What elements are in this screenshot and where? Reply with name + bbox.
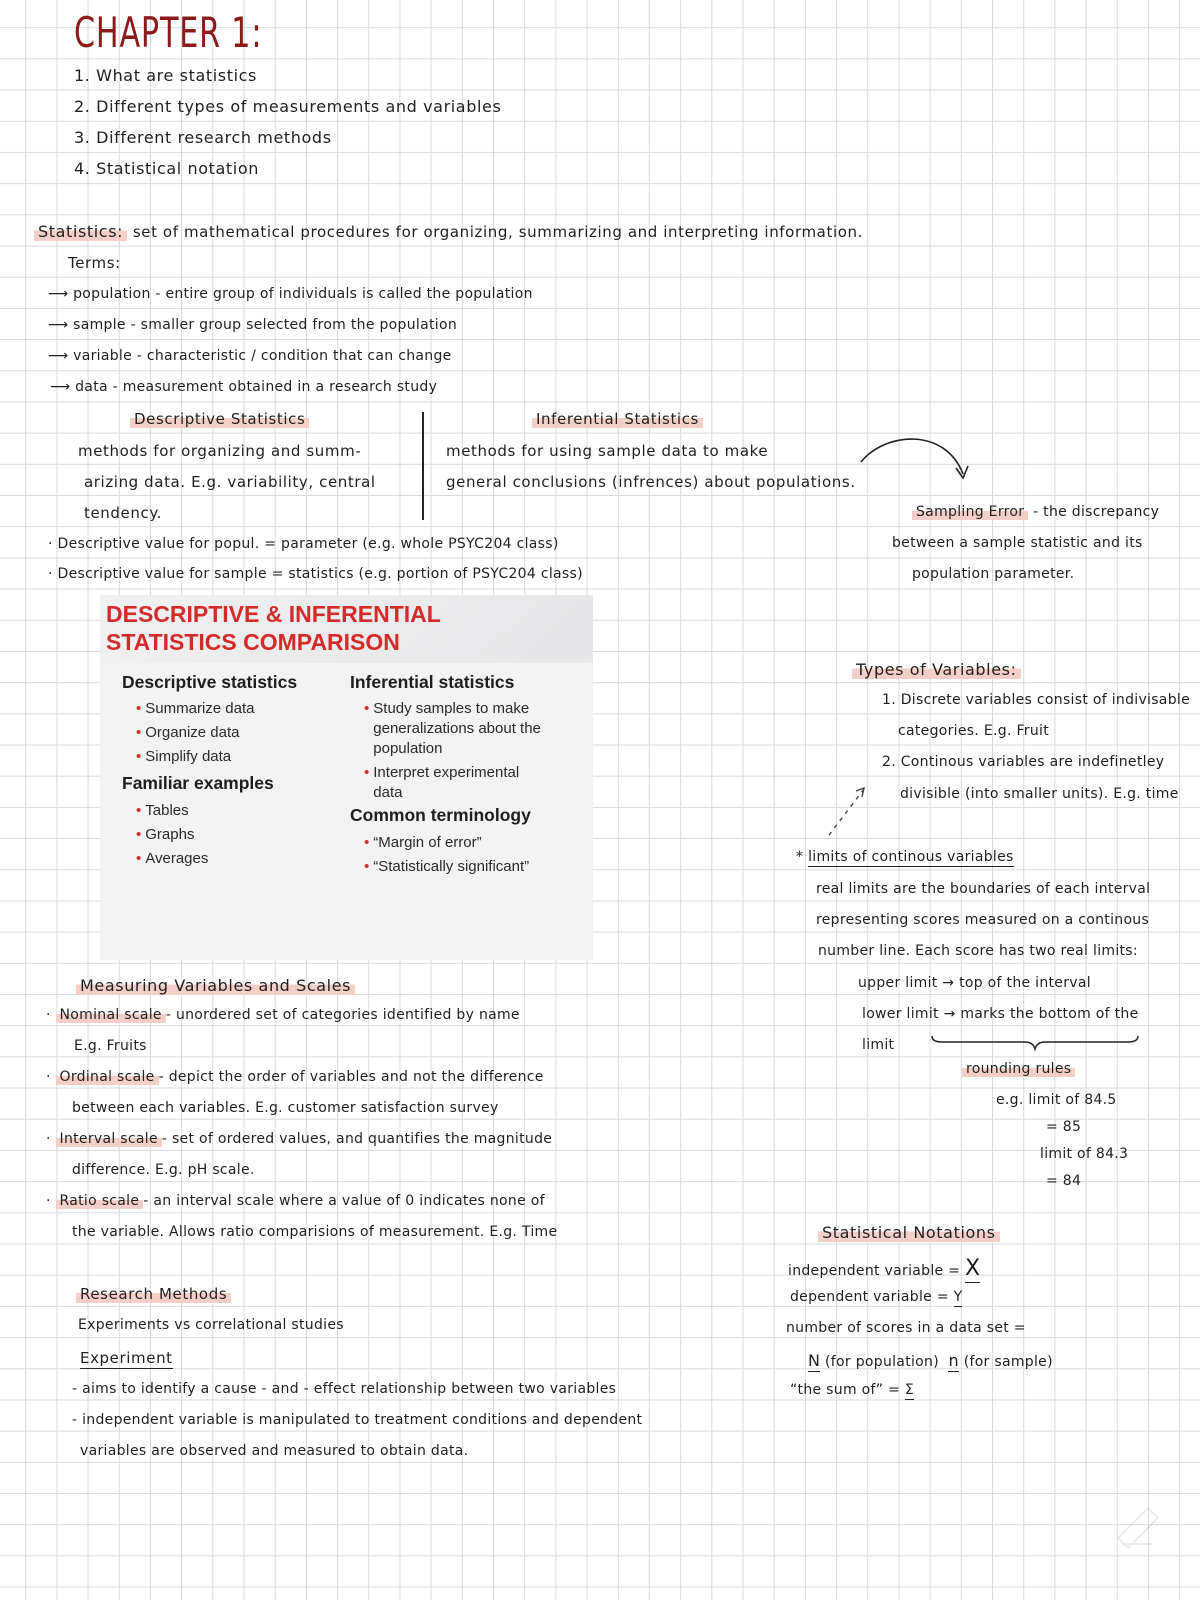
slide-terminology-list: • “Margin of error” • “Statistically significant” (364, 834, 530, 875)
column-divider (422, 412, 424, 520)
experiment-line: variables are observed and measured to obtain data. (80, 1443, 469, 1459)
descriptive-line: methods for organizing and summ- (78, 442, 362, 460)
scale-nominal: · Nominal scale - unordered set of categories identified by name (46, 1007, 520, 1023)
brace-icon (930, 1034, 1140, 1052)
sampling-error-line: Sampling Error - the discrepancy (912, 504, 1159, 520)
experiment-line: - aims to identify a cause - and - effect relationship between two variables (72, 1381, 617, 1397)
term-item: ⟶ population - entire group of individuals is called the population (48, 286, 533, 302)
arrow-icon: ⟶ (48, 286, 74, 302)
notation-N-n: N (for population) n (for sample) (808, 1351, 1053, 1370)
term-item: ⟶ data - measurement obtained in a research study (50, 379, 438, 395)
curved-arrow-icon (855, 432, 975, 502)
inferential-heading: Inferential Statistics (532, 410, 703, 428)
sampling-error-line: between a sample statistic and its (892, 535, 1143, 551)
bullet-icon: · (46, 1131, 56, 1147)
experiment-line: - independent variable is manipulated to treatment conditions and dependent (72, 1412, 643, 1428)
notation-n: number of scores in a data set = (786, 1320, 1026, 1336)
dashed-arrow-icon (820, 785, 870, 845)
limits-line: representing scores measured on a continous (816, 912, 1150, 928)
bullet-icon: · (48, 536, 58, 552)
inferential-line: general conclusions (infrences) about populations. (446, 473, 856, 491)
scale-ordinal: · Ordinal scale - depict the order of variables and not the difference (46, 1069, 544, 1085)
notation-iv: independent variable = X (788, 1256, 981, 1281)
chapter-title: CHAPTER 1: (74, 8, 263, 57)
notation-sum: “the sum of” = Σ (790, 1382, 914, 1398)
slide-terminology-heading: Common terminology (350, 805, 531, 825)
lower-limit: lower limit → marks the bottom of the (862, 1006, 1139, 1022)
slide-examples-heading: Familiar examples (122, 773, 274, 793)
terms-heading: Terms: (68, 254, 121, 272)
descriptive-heading: Descriptive Statistics (130, 410, 309, 428)
scale-interval-example: difference. E.g. pH scale. (72, 1162, 255, 1178)
scale-ratio-example: the variable. Allows ratio comparisions of measurement. E.g. Time (72, 1224, 558, 1240)
upper-limit: upper limit → top of the interval (858, 975, 1091, 991)
scale-nominal-example: E.g. Fruits (74, 1038, 147, 1054)
bullet-icon: · (46, 1007, 56, 1023)
rounding-example: e.g. limit of 84.5 (996, 1092, 1117, 1108)
notebook-watermark-icon (1108, 1498, 1168, 1558)
scale-ratio: · Ratio scale - an interval scale where a value of 0 indicates none of (46, 1193, 545, 1209)
bullet-icon: · (46, 1069, 56, 1085)
slide-inferential-heading: Inferential statistics (350, 672, 515, 692)
sampling-error-term: Sampling Error (912, 504, 1028, 520)
slide-descriptive-heading: Descriptive statistics (122, 672, 298, 692)
types-line: 2. Continous variables are indefinetley (882, 754, 1165, 770)
notation-dv: dependent variable = Y (790, 1289, 963, 1305)
sampling-error-line: population parameter. (912, 566, 1075, 582)
slide-examples-list: • Tables • Graphs • Averages (136, 802, 209, 867)
outline-item: 4. Statistical notation (74, 159, 259, 178)
experiment-heading: Experiment (80, 1349, 173, 1367)
rounding-result: = 85 (1046, 1119, 1082, 1135)
arrow-icon: ⟶ (48, 317, 74, 333)
slide-title: DESCRIPTIVE & INFERENTIAL STATISTICS COMPARISON (106, 601, 441, 655)
arrow-icon: ⟶ (48, 348, 74, 364)
descriptive-line: arizing data. E.g. variability, central (84, 473, 376, 491)
value-line: · Descriptive value for sample = statistics (e.g. portion of PSYC204 class) (48, 566, 583, 582)
rounding-example: limit of 84.3 (1040, 1146, 1129, 1162)
inferential-line: methods for using sample data to make (446, 442, 769, 460)
rounding-result: = 84 (1046, 1173, 1082, 1189)
limits-line: number line. Each score has two real limits: (818, 943, 1138, 959)
statistics-term: Statistics: (34, 222, 127, 241)
symbol-x: X (964, 1256, 981, 1281)
limits-heading: * limits of continous variables (796, 849, 1014, 865)
scales-heading: Measuring Variables and Scales (76, 976, 355, 995)
slide-inferential-list: • Study samples to make generalizations about the population • Interpret experimental data (364, 700, 541, 801)
term-item: ⟶ sample - smaller group selected from the population (48, 317, 457, 333)
outline-item: 1. What are statistics (74, 66, 257, 85)
statistics-definition-text: set of mathematical procedures for organizing, summarizing and interpreting information. (132, 223, 863, 241)
symbol-y: Y (953, 1289, 963, 1305)
comparison-slide (100, 595, 593, 960)
symbol-sigma: Σ (904, 1382, 914, 1398)
statistics-definition (34, 222, 863, 241)
term-item: ⟶ variable - characteristic / condition that can change (48, 348, 452, 364)
slide-panel (100, 663, 593, 960)
types-line: categories. E.g. Fruit (898, 723, 1050, 739)
scale-ordinal-example: between each variables. E.g. customer satisfaction survey (72, 1100, 499, 1116)
lower-limit-cont: limit (862, 1037, 895, 1053)
types-line: 1. Discrete variables consist of indivisable (882, 692, 1190, 708)
descriptive-line: tendency. (84, 504, 163, 522)
types-line: divisible (into smaller units). E.g. time (900, 786, 1179, 802)
notations-heading: Statistical Notations (818, 1223, 1000, 1242)
outline-item: 2. Different types of measurements and variables (74, 97, 502, 116)
types-heading: Types of Variables: (852, 660, 1021, 679)
research-heading: Research Methods (76, 1285, 231, 1303)
bullet-icon: · (48, 566, 58, 582)
outline-item: 3. Different research methods (74, 128, 332, 147)
value-line: · Descriptive value for popul. = parameter (e.g. whole PSYC204 class) (48, 536, 559, 552)
limits-line: real limits are the boundaries of each interval (816, 881, 1151, 897)
slide-descriptive-list: • Summarize data • Organize data • Simplify data (136, 700, 255, 765)
rounding-rules: rounding rules (962, 1061, 1075, 1077)
research-sub: Experiments vs correlational studies (78, 1317, 344, 1333)
scale-interval: · Interval scale - set of ordered values, and quantifies the magnitude (46, 1131, 553, 1147)
asterisk-icon: * (796, 849, 809, 865)
arrow-icon: ⟶ (50, 379, 76, 395)
bullet-icon: · (46, 1193, 56, 1209)
